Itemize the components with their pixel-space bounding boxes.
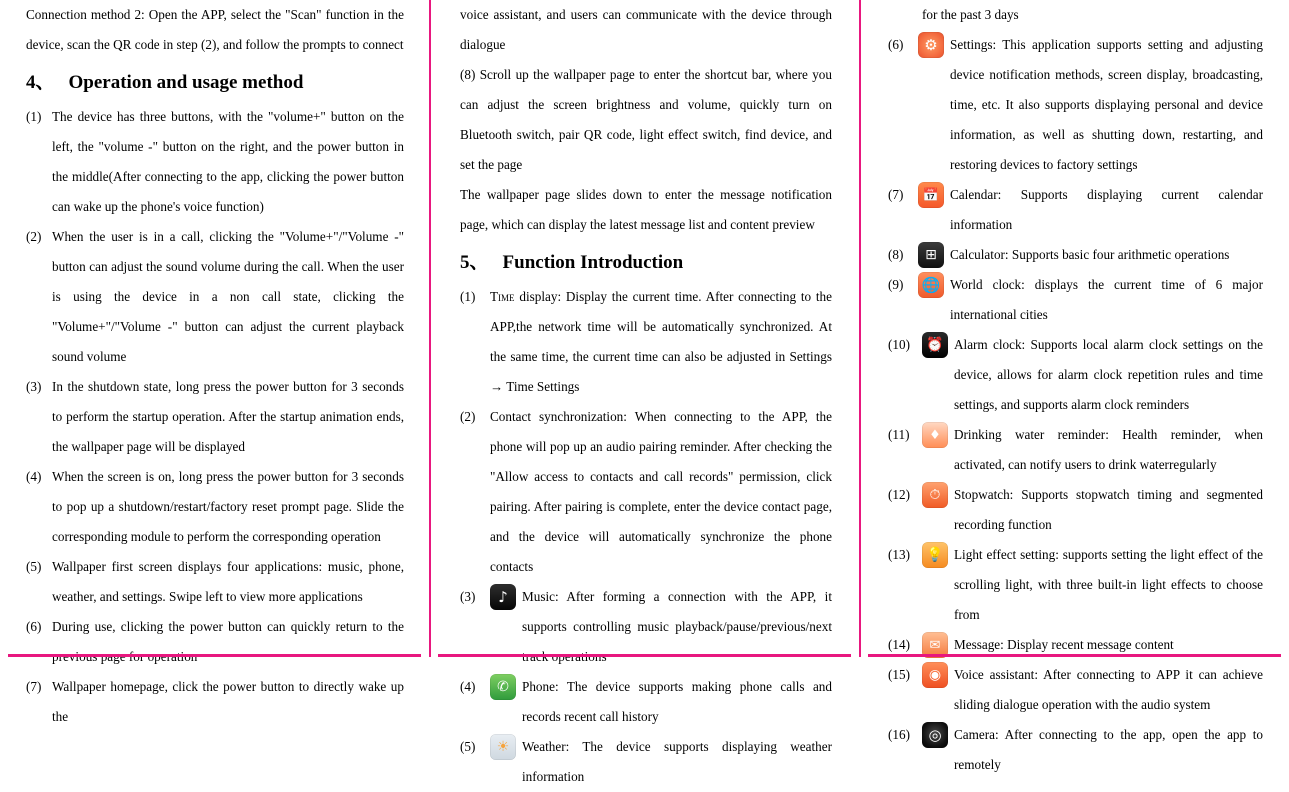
list-text: In the shutdown state, long press the power button for 3 seconds to perform the startup operation. After the startup animation ends, the wallpaper page will be displayed [52, 379, 404, 454]
list-marker: (10) [888, 337, 910, 352]
list-item [26, 222, 404, 372]
list-text: World clock: displays the current time of 6 major international cities [950, 277, 1263, 322]
section-heading-function [460, 246, 832, 280]
stopwatch-icon: ⏱ [922, 482, 948, 508]
calendar-icon: 📅 [918, 182, 944, 208]
list-body: display: Display the current time. After connecting to the APP,the network time will be automatically synchronized. At the same time, the current time can also be adjusted in Settings → Time Settings [490, 289, 832, 394]
settings-icon: ⚙ [918, 32, 944, 58]
list-text: Wallpaper first screen displays four applications: music, phone, weather, and settings. Swipe left to view more applications [52, 559, 404, 604]
list-item-light-effect [888, 540, 1263, 630]
list-item-world-clock [888, 270, 1263, 330]
continued-paragraph: voice assistant, and users can communicate with the device through dialogue [460, 7, 832, 52]
list-marker: (2) [460, 409, 476, 424]
list-marker: (8) [888, 247, 904, 262]
list-text: Drinking water reminder: Health reminder, when activated, can notify users to drink waterregularly [954, 427, 1263, 472]
list-text: Camera: After connecting to the app, open the app to remotely [954, 727, 1263, 772]
list-item-weather [460, 732, 832, 792]
list-marker: (14) [888, 637, 910, 652]
continued-line [888, 0, 1263, 30]
paragraph-item-8: (8) Scroll up the wallpaper page to enter the shortcut bar, where you can adjust the screen brightness and volume, quickly turn on Bluetooth switch, pair QR code, light effect switch, find device, and set the page [460, 67, 832, 172]
list-marker: (6) [26, 619, 42, 634]
section-title: Operation and usage method [68, 72, 304, 93]
list-marker: (1) [460, 289, 476, 304]
column-three [860, 0, 1289, 772]
list-marker: (3) [460, 589, 476, 604]
list-text: Alarm clock: Supports local alarm clock settings on the device, allows for alarm clock repetition rules and time settings, and supports alarm clock reminders [954, 337, 1263, 412]
alarm-clock-icon: ⏰ [922, 332, 948, 358]
list-text: Voice assistant: After connecting to APP it can achieve sliding dialogue operation with the audio system [954, 667, 1263, 712]
list-text: When the user is in a call, clicking the "Volume+"/"Volume -" button can adjust the sound volume during the call. When the user is using the device in a non call state, clicking the "Volume+"/"Volume -" button can adjust the current playback sound volume [52, 229, 404, 364]
list-marker: (5) [460, 739, 476, 754]
list-item-camera [888, 720, 1263, 780]
camera-icon: ◎ [922, 722, 948, 748]
footer-rule-three [868, 654, 1281, 657]
paragraph-notification: The wallpaper page slides down to enter the message notification page, which can display the latest message list and content preview [460, 187, 832, 232]
list-marker: (7) [888, 187, 904, 202]
list-marker: (3) [26, 379, 42, 394]
list-item-voice-assistant [888, 660, 1263, 720]
list-marker: (7) [26, 679, 42, 694]
list-marker: (15) [888, 667, 910, 682]
message-icon: ✉ [922, 632, 948, 658]
column-divider-right [859, 0, 861, 657]
list-text: Phone: The device supports making phone calls and records recent call history [522, 679, 832, 724]
drinking-water-icon: ♦ [922, 422, 948, 448]
list-text: Calendar: Supports displaying current calendar information [950, 187, 1263, 232]
list-marker: (13) [888, 547, 910, 562]
column-two [430, 0, 860, 784]
music-icon: ♪ [490, 584, 516, 610]
list-item [460, 402, 832, 582]
list-item [460, 282, 832, 402]
list-text: Calculator: Supports basic four arithmetic operations [950, 247, 1230, 262]
lead-paragraph: Connection method 2: Open the APP, select the "Scan" function in the device, scan the QR code in step (2), and follow the prompts to connect [26, 7, 404, 52]
column-one [0, 0, 430, 724]
list-marker: (6) [888, 37, 904, 52]
section-number: 5、 [460, 252, 489, 273]
footer-rule-one [8, 654, 421, 657]
list-text: Message: Display recent message content [954, 637, 1174, 652]
list-text: The device has three buttons, with the "volume+" button on the left, the "volume -" button on the right, and the power button in the middle(After connecting to the app, clicking the power button can wake up the phone's voice function) [52, 109, 404, 214]
section-heading-operation [26, 66, 404, 100]
list-text: Weather: The device supports displaying weather information [522, 739, 832, 784]
list-marker: (1) [26, 109, 42, 124]
list-item [26, 102, 404, 222]
list-item-drinking-water [888, 420, 1263, 480]
list-text: Settings: This application supports setting and adjusting device notification methods, screen display, broadcasting, time, etc. It also supports displaying personal and device information, as well as shutting down, restarting, and restoring devices to factory settings [950, 37, 1263, 172]
list-item [26, 612, 404, 672]
phone-icon: ✆ [490, 674, 516, 700]
list-item [26, 372, 404, 462]
list-item-settings [888, 30, 1263, 180]
light-effect-icon: 💡 [922, 542, 948, 568]
weather-icon: ☀ [490, 734, 516, 760]
list-item [26, 672, 404, 732]
world-clock-icon: 🌐 [918, 272, 944, 298]
list-marker: (4) [26, 469, 42, 484]
list-item-calculator [888, 240, 1263, 270]
list-item [26, 552, 404, 612]
list-item-alarm-clock [888, 330, 1263, 420]
list-text: Light effect setting: supports setting the light effect of the scrolling light, with three built-in light effects to choose from [954, 547, 1263, 622]
list-lead: Time [490, 289, 515, 304]
list-item-music [460, 582, 832, 672]
list-marker: (16) [888, 727, 910, 742]
list-item-phone [460, 672, 832, 732]
voice-assistant-icon: ◉ [922, 662, 948, 688]
list-marker: (9) [888, 277, 904, 292]
calculator-icon: ⊞ [918, 242, 944, 268]
column-divider-left [429, 0, 431, 657]
list-marker: (5) [26, 559, 42, 574]
list-text: Wallpaper homepage, click the power button to directly wake up the [52, 679, 404, 724]
list-marker: (4) [460, 679, 476, 694]
list-item-calendar [888, 180, 1263, 240]
list-text [490, 282, 832, 402]
footer-rule-two [438, 654, 851, 657]
section-title: Function Introduction [502, 252, 684, 273]
section-number: 4、 [26, 72, 55, 93]
list-item-stopwatch [888, 480, 1263, 540]
list-marker: (11) [888, 427, 910, 442]
list-text: Stopwatch: Supports stopwatch timing and segmented recording function [954, 487, 1263, 532]
list-text: Contact synchronization: When connecting to the APP, the phone will pop up an audio pairing reminder. After checking the "Allow access to contacts and call records" permission, click pairing. After pairing is complete, enter the device contact page, and the device will automatically synchronize the phone contacts [490, 409, 832, 574]
list-item [26, 462, 404, 552]
list-marker: (2) [26, 229, 42, 244]
list-text: During use, clicking the power button can quickly return to the [52, 619, 404, 634]
continued-text: for the past 3 days [922, 7, 1019, 22]
list-text: Music: After forming a connection with the APP, it supports controlling music playback/pause/previous/next [522, 589, 832, 634]
list-marker: (12) [888, 487, 910, 502]
list-text: When the screen is on, long press the power button for 3 seconds to pop up a shutdown/restart/factory reset prompt page. Slide the corresponding module to perform the corresponding operation [52, 469, 404, 544]
